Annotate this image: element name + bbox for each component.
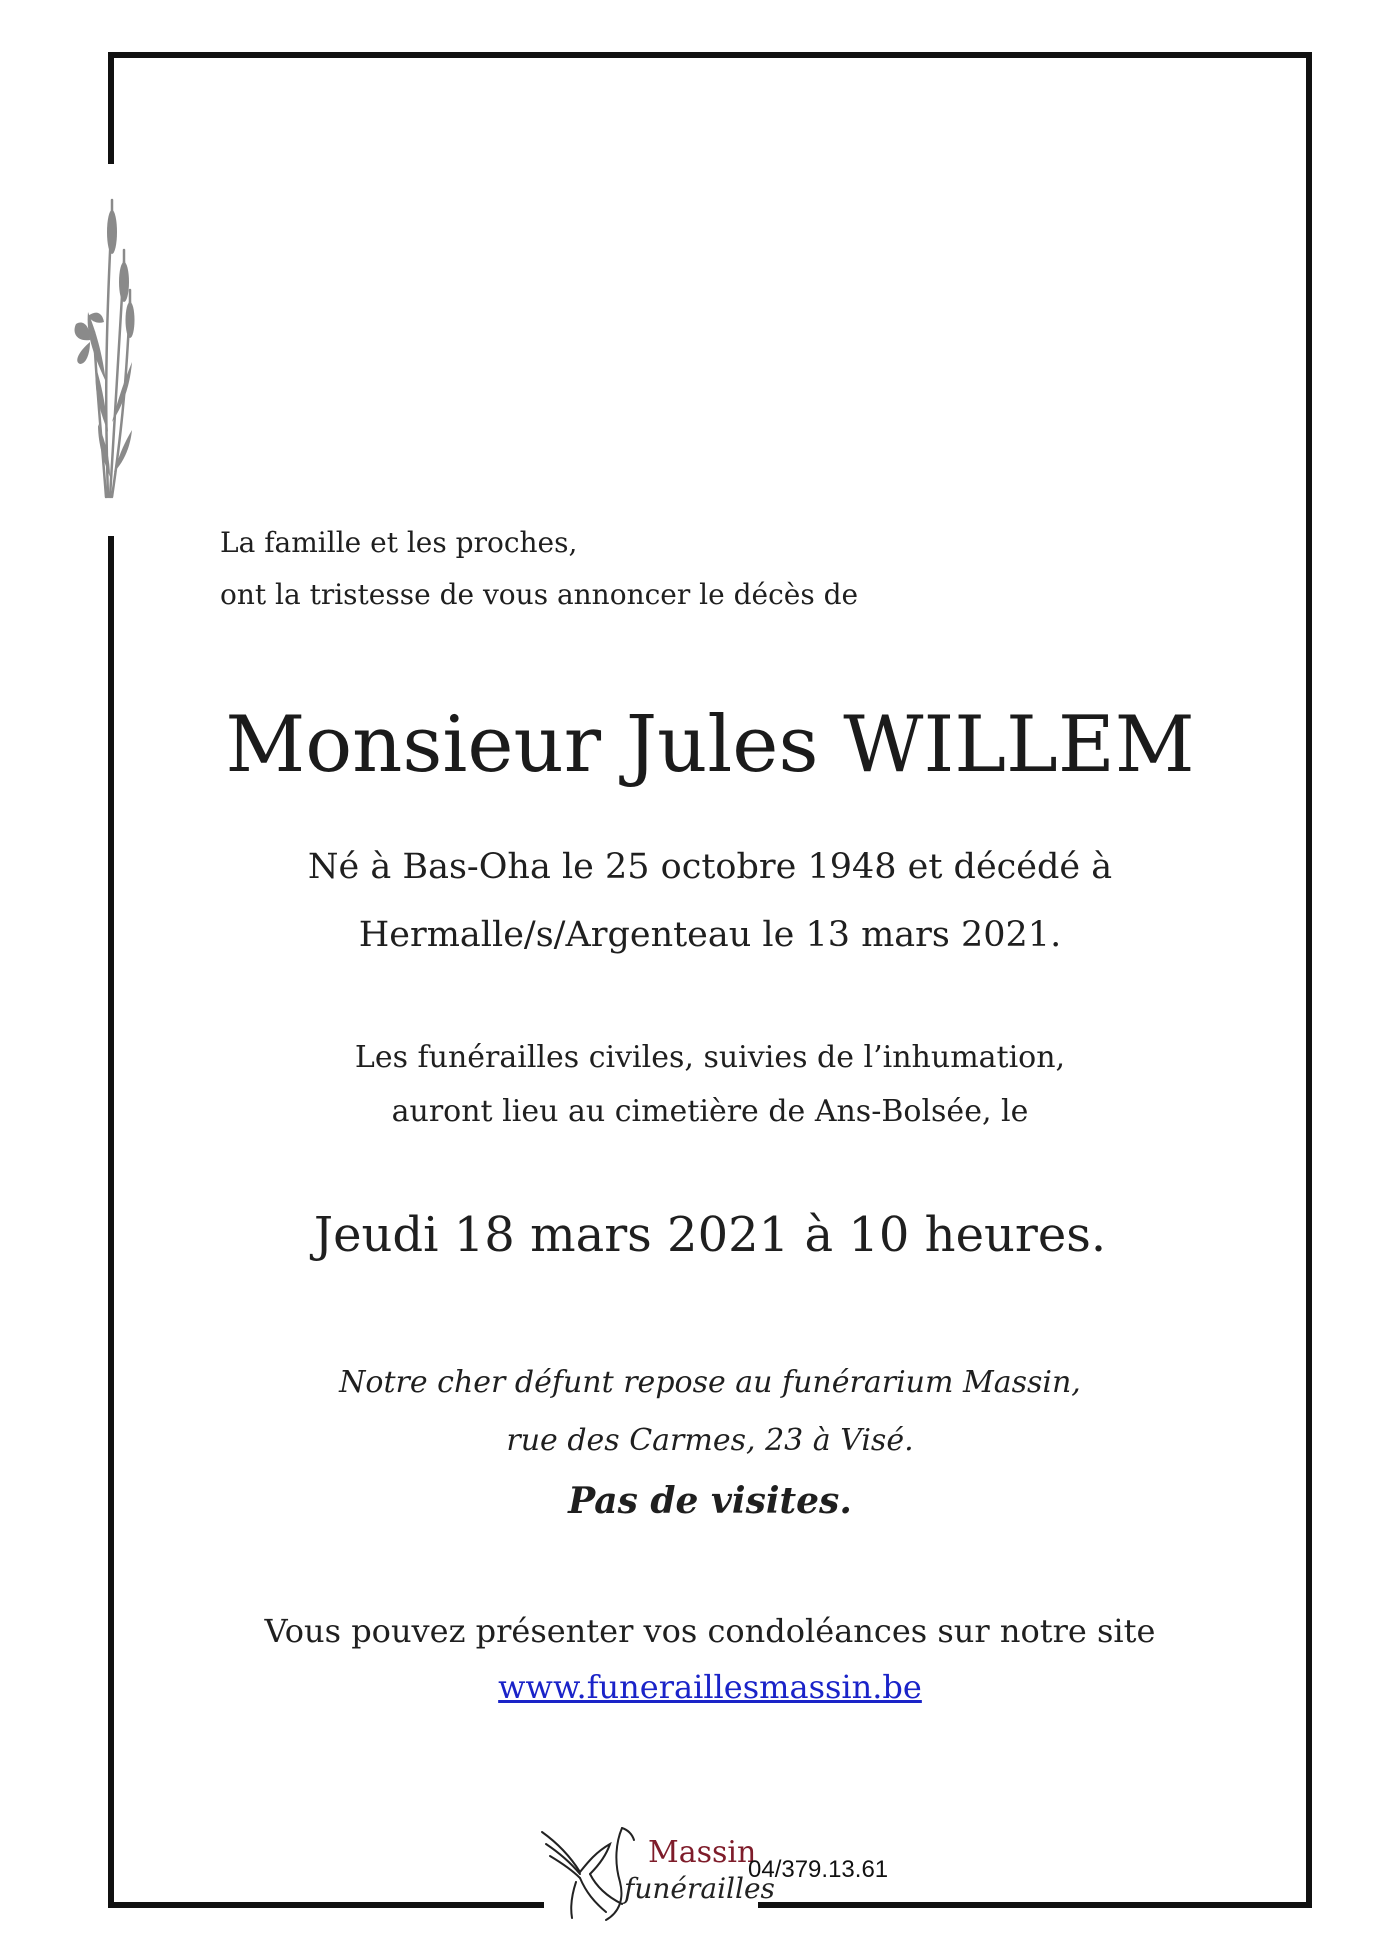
funeral-date: Jeudi 18 mars 2021 à 10 heures. xyxy=(313,1207,1107,1263)
funeral-line-1: Les funérailles civiles, suivies de l’inhumation, xyxy=(354,1040,1066,1075)
logo-massin-text: Massin xyxy=(648,1835,757,1870)
frame-left-border-top xyxy=(108,52,114,164)
birth-death-line-2: Hermalle/s/Argenteau le 13 mars 2021. xyxy=(358,915,1062,955)
website-link-row xyxy=(114,1662,1306,1712)
intro-line-1: La famille et les proches, xyxy=(220,526,578,559)
logo-funerailles-text: funérailles xyxy=(624,1872,775,1905)
frame-bottom-border-right xyxy=(758,1902,1312,1908)
cattail-butterfly-icon xyxy=(68,192,144,502)
deceased-name: Monsieur Jules WILLEM xyxy=(225,700,1195,790)
birth-death-line-1: Né à Bas-Oha le 25 octobre 1948 et décédé à xyxy=(307,847,1113,887)
rest-line-2: rue des Carmes, 23 à Visé. xyxy=(506,1423,914,1458)
phone-number: 04/379.13.61 xyxy=(748,1856,889,1883)
frame-right-border xyxy=(1306,52,1312,1908)
frame-bottom-border-left xyxy=(108,1902,544,1908)
frame-top-border xyxy=(108,52,1312,58)
no-visits-notice: Pas de visites. xyxy=(568,1480,852,1522)
condolences-text: Vous pouvez présenter vos condoléances sur notre site xyxy=(264,1612,1156,1650)
website-link[interactable]: www.funeraillesmassin.be xyxy=(498,1668,922,1706)
intro-line-2: ont la tristesse de vous annoncer le décès de xyxy=(220,578,859,611)
rest-line-1: Notre cher défunt repose au funérarium Massin, xyxy=(339,1365,1081,1400)
massin-logo xyxy=(536,1814,775,1926)
funeral-line-2: auront lieu au cimetière de Ans-Bolsée, le xyxy=(391,1094,1029,1129)
